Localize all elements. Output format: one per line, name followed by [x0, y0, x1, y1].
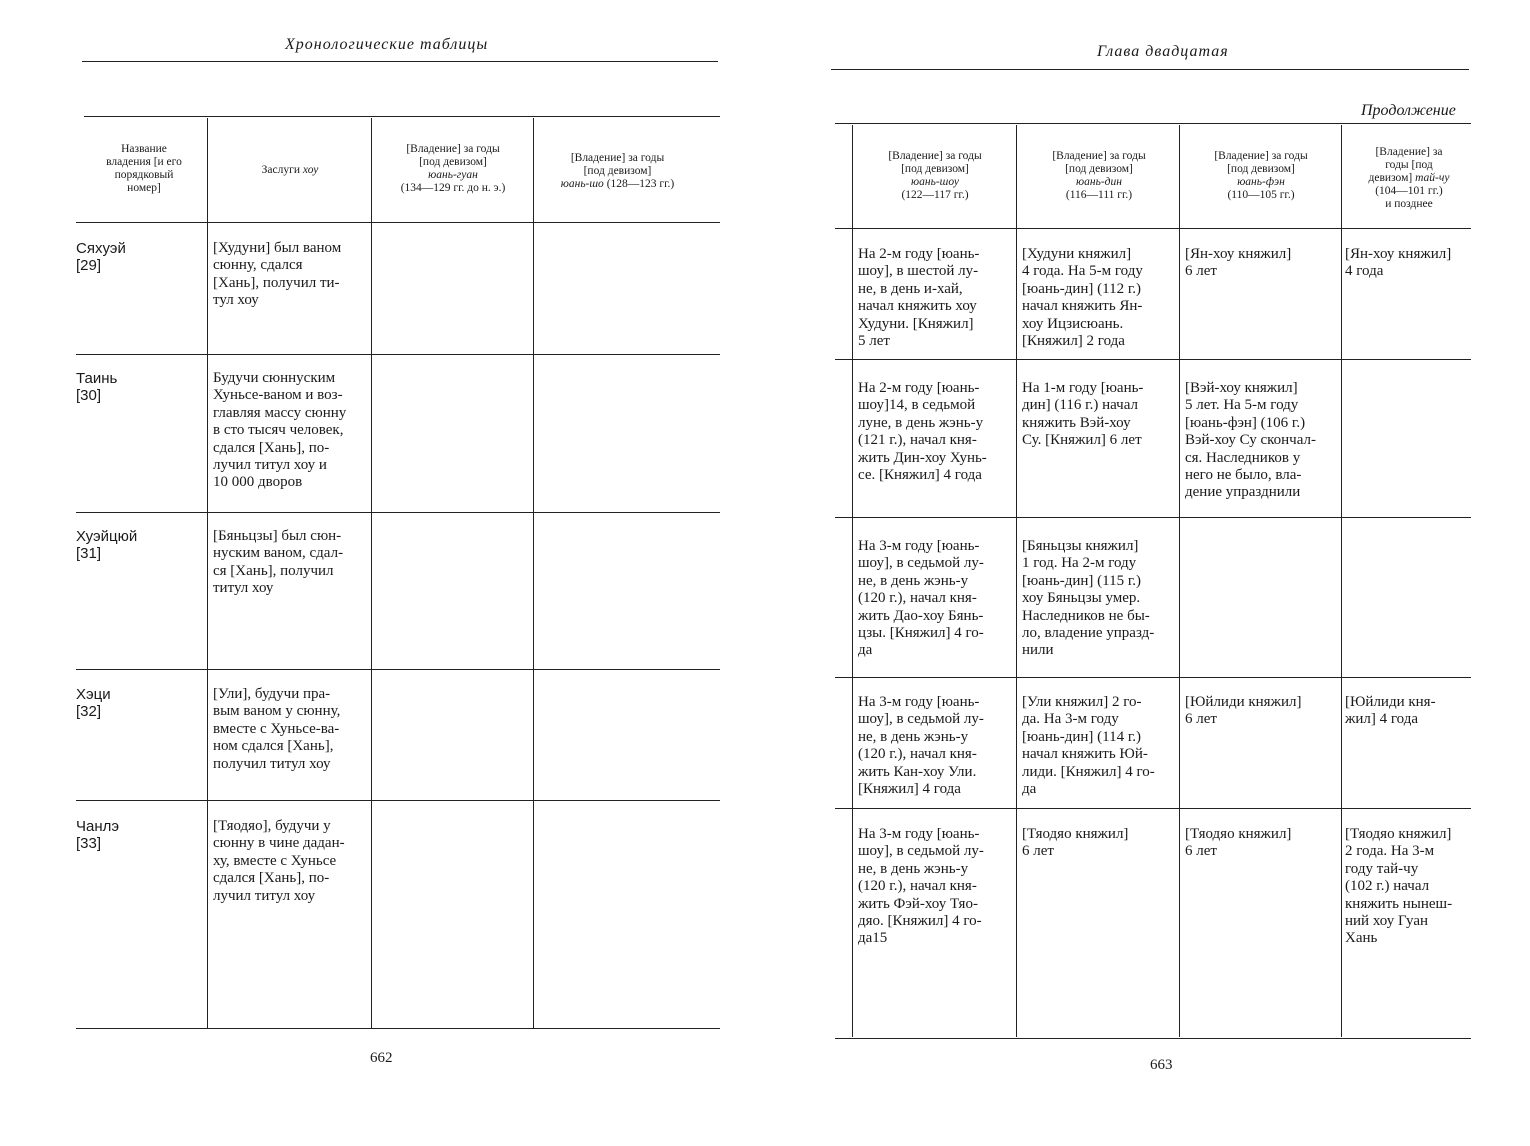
column-header: [Владение] за годы [под девизом] юань-шоу (122—117 гг.): [888, 150, 982, 201]
reign-cell: [Юйлиди княжил] 6 лет: [1185, 694, 1302, 728]
row-rule: [76, 354, 720, 355]
merit-cell: [Тяодяо], будучи у сюнну в чине дадан- ху, вместе с Хуньсе сдался [Хань], по- лучил титул хоу: [213, 818, 345, 904]
row-rule: [835, 677, 1471, 678]
reign-cell: [Тяодяо княжил] 2 года. На 3-м году тай-чу (102 г.) начал княжить нынеш- ний хоу Гуан Хань: [1345, 826, 1453, 947]
table-header-rule: [76, 222, 720, 223]
reign-cell: На 2-м году [юань- шоу], в шестой лу- не, в день и-хай, начал княжить хоу Худуни. [Княжил] 5 лет: [858, 246, 980, 350]
reign-cell: На 3-м году [юань- шоу], в седьмой лу- не, в день жэнь-у (120 г.), начал кня- жить Кан-хоу Ули. [Княжил] 4 года: [858, 694, 984, 798]
merit-cell: [Худуни] был ваном сюнну, сдался [Хань], получил ти- тул хоу: [213, 240, 342, 309]
merit-cell: [Бяньцзы] был сюн- нуским ваном, сдал- ся [Хань], получил титул хоу: [213, 528, 344, 597]
column-header: [Владение] за годы [под девизом] тай-чу (104—101 гг.) и позднее: [1368, 146, 1450, 210]
column-divider: [852, 125, 853, 1037]
reign-cell: На 3-м году [юань- шоу], в седьмой лу- не, в день жэнь-у (120 г.), начал кня- жить Фэй-хоу Тяо- дяо. [Княжил] 4 го- да15: [858, 826, 984, 947]
row-rule: [76, 800, 720, 801]
domain-name: Таинь [30]: [76, 370, 118, 405]
reign-cell: [Ули княжил] 2 го- да. На 3-м году [юань-дин] (114 г.) начал княжить Юй- лиди. [Княжил] 4 го- да: [1022, 694, 1155, 798]
column-header: Заслуги хоу: [261, 164, 319, 176]
page-number: 663: [1150, 1057, 1173, 1073]
running-head: Глава двадцатая: [1097, 43, 1229, 60]
row-rule: [76, 669, 720, 670]
header-rule: [831, 69, 1469, 70]
column-divider: [207, 118, 208, 1028]
row-rule: [835, 808, 1471, 809]
table-top-rule: [84, 116, 720, 117]
table-header-rule: [835, 228, 1471, 229]
column-header: Название владения [и его порядковый номер]: [106, 143, 182, 194]
table-top-rule: [835, 123, 1471, 124]
reign-cell: [Бяньцзы княжил] 1 год. На 2-м году [юань-дин] (115 г.) хоу Бяньцзы умер. Наследников не бы- ло, владение упразд- нили: [1022, 538, 1155, 659]
table-bottom-rule: [835, 1038, 1471, 1039]
column-divider: [1341, 125, 1342, 1037]
domain-name: Сяхуэй [29]: [76, 240, 126, 275]
column-divider: [371, 118, 372, 1028]
column-header: [Владение] за годы [под девизом] юань-гуан (134—129 гг. до н. э.): [400, 143, 506, 194]
merit-cell: Будучи сюннуским Хуньсе-ваном и воз- главляя массу сюнну в сто тысяч человек, сдался [Хань], по- лучил титул хоу и 10 000 дворов: [213, 370, 347, 491]
domain-name: Чанлэ [33]: [76, 818, 120, 853]
header-rule: [82, 61, 718, 62]
merit-cell: [Ули], будучи пра- вым ваном у сюнну, вместе с Хуньсе-ва- ном сдался [Хань], получил титул хоу: [213, 686, 341, 772]
reign-cell: [Тяодяо княжил] 6 лет: [1185, 826, 1292, 860]
column-header: [Владение] за годы [под девизом] юань-дин (116—111 гг.): [1052, 150, 1146, 201]
reign-cell: На 2-м году [юань- шоу]14, в седьмой луне, в день жэнь-у (121 г.), начал кня- жить Дин-хоу Хунь- се. [Княжил] 4 года: [858, 380, 987, 484]
reign-cell: [Вэй-хоу княжил] 5 лет. На 5-м году [юань-фэн] (106 г.) Вэй-хоу Су скончал- ся. Наследников у него не было, вла- дение упразднили: [1185, 380, 1316, 501]
table-bottom-rule: [76, 1028, 720, 1029]
continuation-label: Продолжение: [1361, 102, 1456, 119]
row-rule: [76, 512, 720, 513]
row-rule: [835, 359, 1471, 360]
reign-cell: [Ян-хоу княжил] 4 года: [1345, 246, 1452, 280]
domain-name: Хуэйцюй [31]: [76, 528, 138, 563]
reign-cell: [Юйлиди кня- жил] 4 года: [1345, 694, 1436, 728]
running-head: Хронологические таблицы: [285, 36, 489, 53]
column-header: [Владение] за годы [под девизом] юань-фэн (110—105 гг.): [1214, 150, 1308, 201]
column-divider: [1016, 125, 1017, 1037]
row-rule: [835, 517, 1471, 518]
domain-name: Хэци [32]: [76, 686, 111, 721]
reign-cell: [Худуни княжил] 4 года. На 5-м году [юань-дин] (112 г.) начал княжить Ян- хоу Ицзисюань. [Княжил] 2 года: [1022, 246, 1143, 350]
reign-cell: [Тяодяо княжил] 6 лет: [1022, 826, 1129, 860]
page-number: 662: [370, 1050, 393, 1066]
column-divider: [533, 118, 534, 1028]
reign-cell: [Ян-хоу княжил] 6 лет: [1185, 246, 1292, 280]
reign-cell: На 3-м году [юань- шоу], в седьмой лу- не, в день жэнь-у (120 г.), начал кня- жить Дао-хоу Бянь- цзы. [Княжил] 4 го- да: [858, 538, 984, 659]
reign-cell: На 1-м году [юань- дин] (116 г.) начал княжить Вэй-хоу Су. [Княжил] 6 лет: [1022, 380, 1144, 449]
right-page: [765, 0, 1530, 1146]
column-header: [Владение] за годы [под девизом] юань-шо (128—123 гг.): [560, 152, 675, 190]
column-divider: [1179, 125, 1180, 1037]
